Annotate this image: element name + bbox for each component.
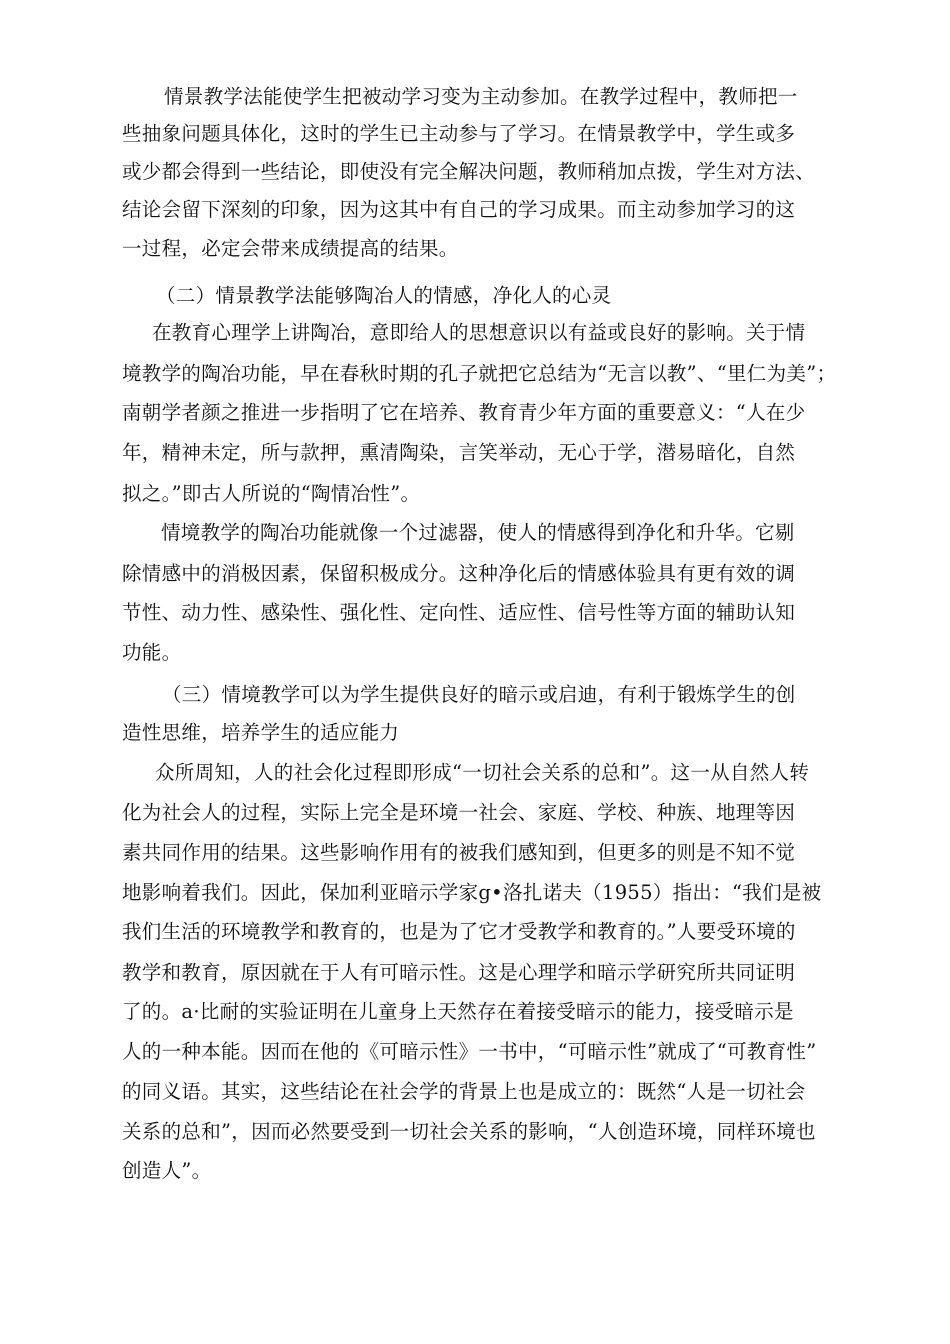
text-line: 除情感中的消极因素，保留积极成分。这种净化后的情感体验具有更有效的调 [122, 562, 796, 585]
text-line: 教学和教育，原因就在于人有可暗示性。这是心理学和暗示学研究所共同证明 [122, 961, 796, 984]
text-line: 众所周知，人的社会化过程即形成“一切社会关系的总和”。这一从自然人转 [155, 761, 810, 784]
text-line: 我们生活的环境教学和教育的，也是为了它才受教学和教育的。”人要受环境的 [122, 920, 796, 943]
section-heading: 造性思维，培养学生的适应能力 [122, 721, 400, 744]
text-line: 化为社会人的过程，实际上完全是环境一社会、家庭、学校、种族、地理等因 [122, 801, 796, 824]
text-line: 拟之。”即古人所说的“陶情冶性”。 [122, 482, 421, 505]
text-line: 的同义语。其实，这些结论在社会学的背景上也是成立的：既然“人是一切社会 [122, 1080, 806, 1103]
text-line: 地影响着我们。因此，保加利亚暗示学家g•洛扎诺夫（1955）指出：“我们是被 [122, 881, 822, 904]
text-line: 情景教学法能使学生把被动学习变为主动参加。在教学过程中，教师把一 [164, 85, 798, 108]
text-line: 了的。a·比耐的实验证明在儿童身上天然存在着接受暗示的能力，接受暗示是 [122, 1000, 794, 1023]
text-line: 功能。 [122, 641, 182, 664]
section-heading: （二）情景教学法能够陶冶人的情感，净化人的心灵 [156, 284, 612, 307]
text-line: 南朝学者颜之推进一步指明了它在培养、教育青少年方面的重要意义：“人在少 [122, 401, 806, 424]
text-line: 一过程，必定会带来成绩提高的结果。 [122, 237, 459, 260]
text-line: 情境教学的陶冶功能就像一个过滤器，使人的情感得到净化和升华。它剔 [161, 521, 795, 544]
section-heading: （三）情境教学可以为学生提供良好的暗示或启迪，有利于锻炼学生的创 [162, 683, 796, 706]
text-line: 在教育心理学上讲陶冶，意即给人的思想意识以有益或良好的影响。关于情 [152, 321, 806, 344]
text-line: 关系的总和”，因而必然要受到一切社会关系的影响，“人创造环境，同样环境也 [122, 1120, 816, 1143]
text-line: 结论会留下深刻的印象，因为这其中有自己的学习成果。而主动参加学习的这 [122, 198, 796, 221]
text-line: 人的一种本能。因而在他的《可暗示性》一书中，“可暗示性”就成了“可教育性” [122, 1040, 817, 1063]
text-line: 素共同作用的结果。这些影响作用有的被我们感知到，但更多的则是不知不觉 [122, 841, 796, 864]
text-line: 或少都会得到一些结论，即使没有完全解决问题，教师稍加点拨，学生对方法、 [122, 160, 816, 183]
text-line: 境教学的陶冶功能，早在春秋时期的孔子就把它总结为“无言以教”、“里仁为美”； [122, 362, 837, 385]
text-line: 节性、动力性、感染性、强化性、定向性、适应性、信号性等方面的辅助认知 [122, 601, 796, 624]
text-line: 年，精神未定，所与款押，熏清陶染，言笑举动，无心于学，潜易暗化，自然 [122, 441, 796, 464]
text-line: 些抽象问题具体化，这时的学生已主动参与了学习。在情景教学中，学生或多 [122, 122, 796, 145]
text-line: 创造人”。 [122, 1159, 212, 1182]
